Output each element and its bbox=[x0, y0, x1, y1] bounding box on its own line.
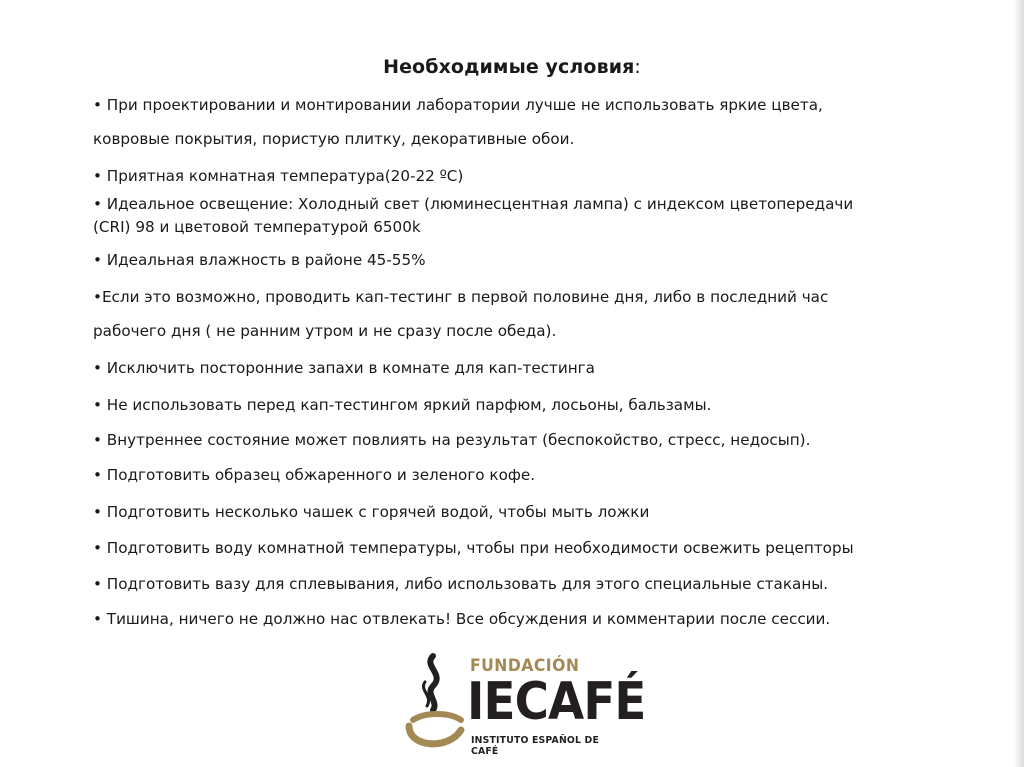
text-line: ковровые покрытия, пористую плитку, декоративные обои. bbox=[93, 130, 575, 148]
slide-title-text: Необходимые условия bbox=[383, 56, 635, 78]
text-line: • Внутреннее состояние может повлиять на результат (беспокойство, стресс, недосып). bbox=[93, 431, 811, 449]
coffee-cup-steam-icon bbox=[403, 652, 467, 756]
text-line: •Если это возможно, проводить кап-тестинг в первой половине дня, либо в последний час bbox=[93, 288, 829, 306]
text-line: • При проектировании и монтировании лаборатории лучше не использовать яркие цвета, bbox=[93, 96, 823, 114]
text-line: • Подготовить воду комнатной температуры, чтобы при необходимости освежить рецепторы bbox=[93, 539, 854, 557]
text-line: • Приятная комнатная температура(20-22 ºC) bbox=[93, 167, 464, 185]
text-line: • Подготовить несколько чашек с горячей водой, чтобы мыть ложки bbox=[93, 503, 650, 521]
text-line: • Исключить посторонние запахи в комнате для кап-тестинга bbox=[93, 359, 595, 377]
logo-fundacion-text: FUNDACIÓN bbox=[470, 656, 580, 676]
slide-title bbox=[0, 56, 1024, 78]
text-line: • Идеальное освещение: Холодный свет (люминесцентная лампа) с индексом цветопередачи bbox=[93, 195, 854, 213]
text-line: • Тишина, ничего не должно нас отвлекать! Все обсуждения и комментарии после сессии. bbox=[93, 610, 831, 628]
text-line: • Подготовить образец обжаренного и зеленого кофе. bbox=[93, 466, 536, 484]
iecafe-logo bbox=[403, 652, 646, 757]
slide-edge-shadow bbox=[1014, 0, 1024, 767]
slide-title-colon: : bbox=[634, 56, 641, 78]
text-line: (CRI) 98 и цветовой температурой 6500k bbox=[93, 218, 421, 236]
text-line: рабочего дня ( не ранним утром и не сразу после обеда). bbox=[93, 322, 557, 340]
text-line: • Идеальная влажность в районе 45-55% bbox=[93, 251, 426, 269]
logo-subtitle-text: INSTITUTO ESPAÑOL DE CAFÉ bbox=[471, 735, 599, 757]
text-line: • Не использовать перед кап-тестингом яркий парфюм, лосьоны, бальзамы. bbox=[93, 396, 712, 414]
text-line: • Подготовить вазу для сплевывания, либо использовать для этого специальные стаканы. bbox=[93, 575, 829, 593]
logo-iecafe-text: IECAFÉ bbox=[467, 672, 646, 732]
